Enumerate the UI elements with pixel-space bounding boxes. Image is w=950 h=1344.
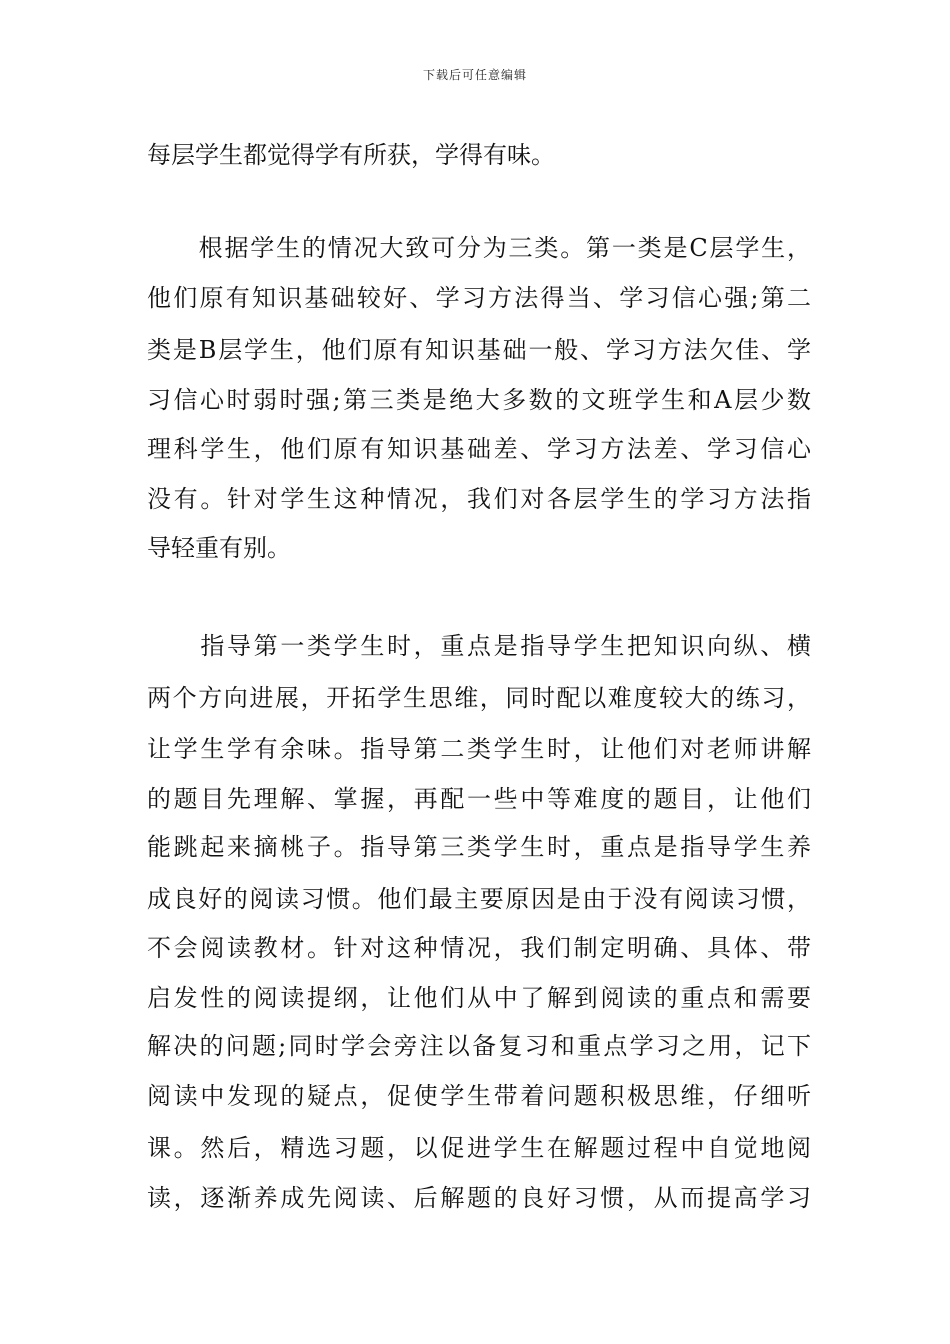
paragraph-3-line-10: 阅读中发现的疑点，促使学生带着问题积极思维，仔细听 (147, 1082, 811, 1110)
paragraph-3-line-2: 两个方向进展，开拓学生思维，同时配以难度较大的练习， (147, 684, 811, 712)
paragraph-2-line-2: 他们原有知识基础较好、学习方法得当、学习信心强;第二 (147, 284, 811, 312)
paragraph-3-line-9: 解决的问题;同时学会旁注以备复习和重点学习之用，记下 (147, 1032, 811, 1060)
paragraph-2-line-6: 没有。针对学生这种情况，我们对各层学生的学习方法指 (147, 485, 811, 513)
paragraph-3-line-12: 读，逐渐养成先阅读、后解题的良好习惯，从而提高学习 (147, 1184, 811, 1212)
paragraph-2-line-1: 根据学生的情况大致可分为三类。第一类是C层学生， (147, 234, 811, 262)
page-header: 下载后可任意编辑 (422, 68, 527, 82)
paragraph-3-line-3: 让学生学有余味。指导第二类学生时，让他们对老师讲解 (147, 735, 811, 763)
paragraph-2-line-5: 理科学生，他们原有知识基础差、学习方法差、学习信心 (147, 435, 811, 463)
paragraph-2-line-3: 类是B层学生，他们原有知识基础一般、学习方法欠佳、学 (147, 336, 811, 364)
paragraph-3-line-4: 的题目先理解、掌握，再配一些中等难度的题目，让他们 (147, 785, 811, 813)
paragraph-3-line-5: 能跳起来摘桃子。指导第三类学生时，重点是指导学生养 (147, 833, 811, 861)
paragraph-2-line-4: 习信心时弱时强;第三类是绝大多数的文班学生和A层少数 (147, 386, 811, 414)
paragraph-3-line-6: 成良好的阅读习惯。他们最主要原因是由于没有阅读习惯， (147, 885, 811, 913)
paragraph-3-line-1: 指导第一类学生时，重点是指导学生把知识向纵、横 (147, 632, 811, 660)
paragraph-3-line-8: 启发性的阅读提纲，让他们从中了解到阅读的重点和需要 (147, 984, 811, 1012)
paragraph-3-line-11: 课。然后，精选习题，以促进学生在解题过程中自觉地阅 (147, 1134, 811, 1162)
paragraph-1-line-1: 每层学生都觉得学有所获，学得有味。 (147, 141, 555, 169)
paragraph-3-line-7: 不会阅读教材。针对这种情况，我们制定明确、具体、带 (147, 934, 811, 962)
paragraph-2-line-7: 导轻重有别。 (147, 534, 291, 562)
